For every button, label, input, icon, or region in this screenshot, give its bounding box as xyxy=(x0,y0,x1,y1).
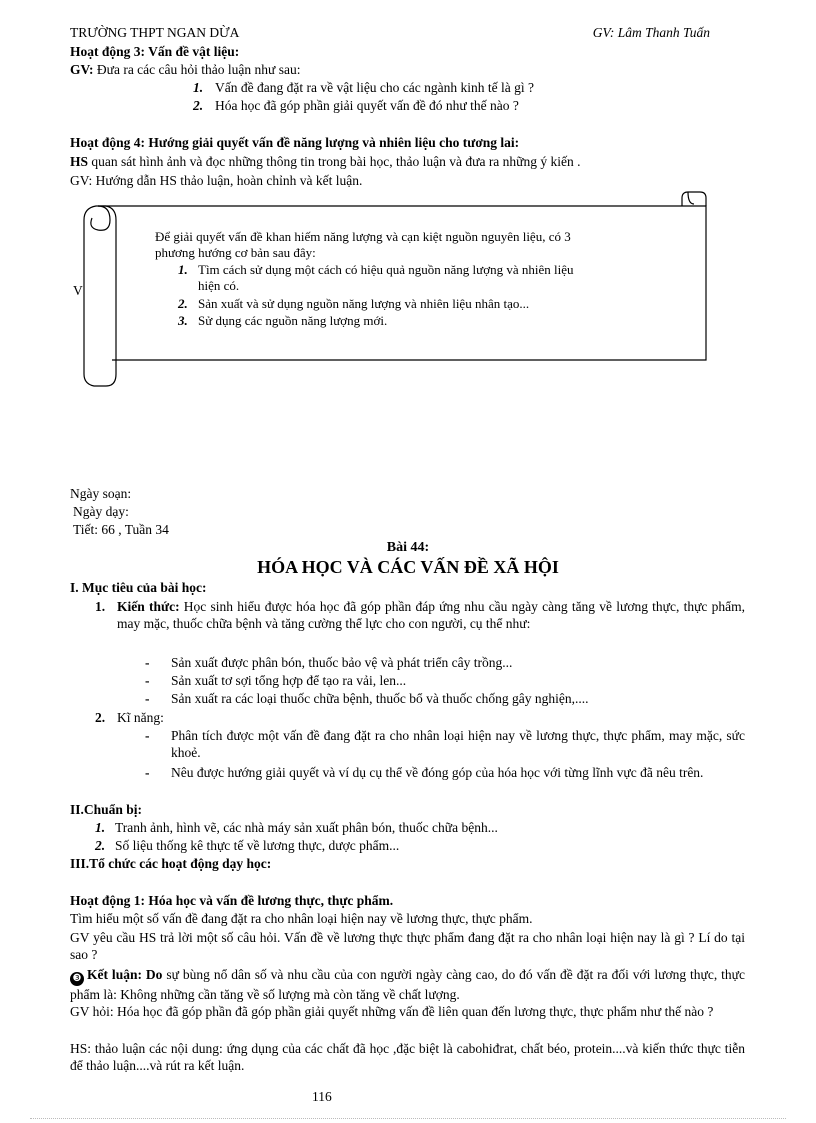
item-text: Tranh ảnh, hình vẽ, các nhà máy sản xuất phân bón, thuốc chữa bệnh... xyxy=(115,820,498,835)
activity4-title: Hoạt động 4: Hướng giải quyết vấn đề năng lượng và nhiên liệu cho tương lai: xyxy=(70,135,520,150)
item-text: Sử dụng các nguồn năng lượng mới. xyxy=(198,313,388,328)
footer-divider xyxy=(30,1118,786,1119)
item-text: Sản xuất và sử dụng nguồn năng lượng và nhiên liệu nhân tạo... xyxy=(198,296,530,311)
item-number: 2. xyxy=(95,838,106,853)
activity1-p1: Tìm hiểu một số vấn đề đang đặt ra cho nhân loại hiện nay về lương thực, thực phẩm. xyxy=(70,911,533,926)
conclusion-text: sự bùng nổ dân số và nhu cầu của con người ngày càng cao, do đó vấn đề đặt ra đối với lương thực, thực phẩm là: Không những cần tăng về số lượng mà còn tăng về chất lượng. xyxy=(70,967,745,1002)
question-text: Hóa học đã góp phần giải quyết vấn đề đó như thế nào ? xyxy=(215,98,519,113)
question-text: Vấn đề đang đặt ra về vật liệu cho các ngành kinh tế là gì ? xyxy=(215,80,534,95)
item-number: 3. xyxy=(178,313,188,328)
knowledge-item-3 xyxy=(145,690,588,707)
knowledge-paragraph xyxy=(117,598,745,632)
item-text: Sản xuất được phân bón, thuốc bảo vệ và phát triển cây trồng... xyxy=(171,655,513,670)
activity1-title: Hoạt động 1: Hóa học và vấn đề lương thực, thực phẩm. xyxy=(70,893,394,908)
dash-bullet: - xyxy=(145,728,150,743)
question-number: 2. xyxy=(193,98,204,113)
activity3-title: Hoạt động 3: Vấn đề vật liệu: xyxy=(70,44,240,59)
item-number: 1. xyxy=(178,262,188,277)
skill-item-1: Phân tích được một vấn đề đang đặt ra cho nhân loại hiện nay về lương thực, thực phẩm, may mặc, sức khoẻ. xyxy=(171,728,745,760)
activity4-hs xyxy=(70,153,581,170)
knowledge-item-2 xyxy=(145,672,406,689)
item-text: Sản xuất tơ sợi tổng hợp để tạo ra vải, len... xyxy=(171,673,407,688)
knowledge-label: Kiến thức: xyxy=(117,599,180,614)
activity3-gv xyxy=(70,61,300,78)
knowledge-number: 1. xyxy=(95,599,106,614)
lesson-title: HÓA HỌC VÀ CÁC VẤN ĐỀ XÃ HỘI xyxy=(257,557,559,577)
prep-item-1 xyxy=(95,819,498,836)
conclusion-do: Do xyxy=(141,967,163,982)
scroll-intro-2: phương hướng cơ bản sau đây: xyxy=(155,245,316,260)
scroll-banner xyxy=(76,190,716,390)
conclusion-icon: ❸ xyxy=(70,972,84,986)
gv-label: GV: xyxy=(70,62,94,77)
header-school: TRƯỜNG THPT NGAN DỪA xyxy=(70,25,240,40)
item-number: 1. xyxy=(95,820,106,835)
item-text: Số liệu thống kê thực tế về lương thực, dược phẩm... xyxy=(115,838,400,853)
dash-bullet: - xyxy=(145,691,150,706)
activity1-conclusion xyxy=(70,966,745,1003)
skill-number: 2. xyxy=(95,710,106,725)
section2-heading: II.Chuẩn bị: xyxy=(70,802,143,817)
dash-bullet: - xyxy=(145,765,150,780)
activity3-question-1 xyxy=(193,79,534,96)
activity1-p3: GV hỏi: Hóa học đã góp phần đã góp phần giải quyết những vấn đề liên quan đến lương thực, thực phẩm như thế nào ? xyxy=(70,1004,714,1019)
lesson-number: Bài 44: xyxy=(386,540,430,555)
section1-heading: I. Mục tiêu của bài học: xyxy=(70,580,207,595)
scroll-item-1 xyxy=(178,262,573,278)
activity1-p2: GV yêu cầu HS trả lời một số câu hỏi. Vấn đề về lương thực thực phẩm đang đặt ra cho nhân loại hiện nay là gì ? Lí do tại sao ? xyxy=(70,930,745,962)
dash-bullet: - xyxy=(145,673,150,688)
ngay-soan: Ngày soạn: xyxy=(70,486,132,501)
knowledge-item-1 xyxy=(145,654,512,671)
skill-label: Kĩ năng: xyxy=(117,710,164,725)
activity3-question-2 xyxy=(193,97,519,114)
question-number: 1. xyxy=(193,80,204,95)
gv-text: Đưa ra các câu hỏi thảo luận như sau: xyxy=(96,62,301,77)
scroll-item-3 xyxy=(178,313,387,329)
section3-heading: III.Tổ chức các hoạt động dạy học: xyxy=(70,856,272,871)
item-number: 2. xyxy=(178,296,188,311)
page-number: 116 xyxy=(312,1089,332,1104)
dash-bullet: - xyxy=(145,655,150,670)
activity4-gv: GV: Hướng dẫn HS thảo luận, hoàn chỉnh và kết luận. xyxy=(70,173,363,188)
item-text: Tìm cách sử dụng một cách có hiệu quả nguồn năng lượng và nhiên liệu xyxy=(198,262,574,277)
prep-item-2 xyxy=(95,837,399,854)
knowledge-text: Học sinh hiểu được hóa học đã góp phần đáp ứng nhu cầu ngày càng tăng về lương thực, thực phẩm, may mặc, thuốc chữa bệnh và tăng cường thể lực cho con người, cụ thể như: xyxy=(117,599,745,631)
item-text: Sản xuất ra các loại thuốc chữa bệnh, thuốc bổ và thuốc chống gây nghiện,.... xyxy=(171,691,589,706)
activity1-p4: HS: thảo luận các nội dung: ứng dụng của các chất đã học ,đặc biệt là cabohiđrat, chất béo, protein....và kiến thức thực tiễn để thảo luận....và rút ra kết luận. xyxy=(70,1041,745,1073)
header-teacher: GV: Lâm Thanh Tuấn xyxy=(592,25,710,40)
conclusion-label: Kết luận: xyxy=(87,967,142,982)
scroll-intro-1: Để giải quyết vấn đề khan hiếm năng lượng và cạn kiệt nguồn nguyên liệu, có 3 xyxy=(155,229,571,244)
skill-item-2: Nêu được hướng giải quyết và ví dụ cụ thể về đóng góp của hóa học với từng lĩnh vực đã nêu trên. xyxy=(171,765,704,780)
hs-label: HS xyxy=(70,154,89,169)
tiet-tuan: Tiết: 66 , Tuần 34 xyxy=(73,522,169,537)
scroll-item-2 xyxy=(178,296,529,312)
hs-text: quan sát hình ảnh và đọc những thông tin trong bài học, thảo luận và đưa ra những ý kiến . xyxy=(88,154,581,169)
ngay-day: Ngày dạy: xyxy=(73,504,129,519)
scroll-item-1-cont: hiện có. xyxy=(198,278,240,293)
stray-letter: V xyxy=(73,283,83,298)
